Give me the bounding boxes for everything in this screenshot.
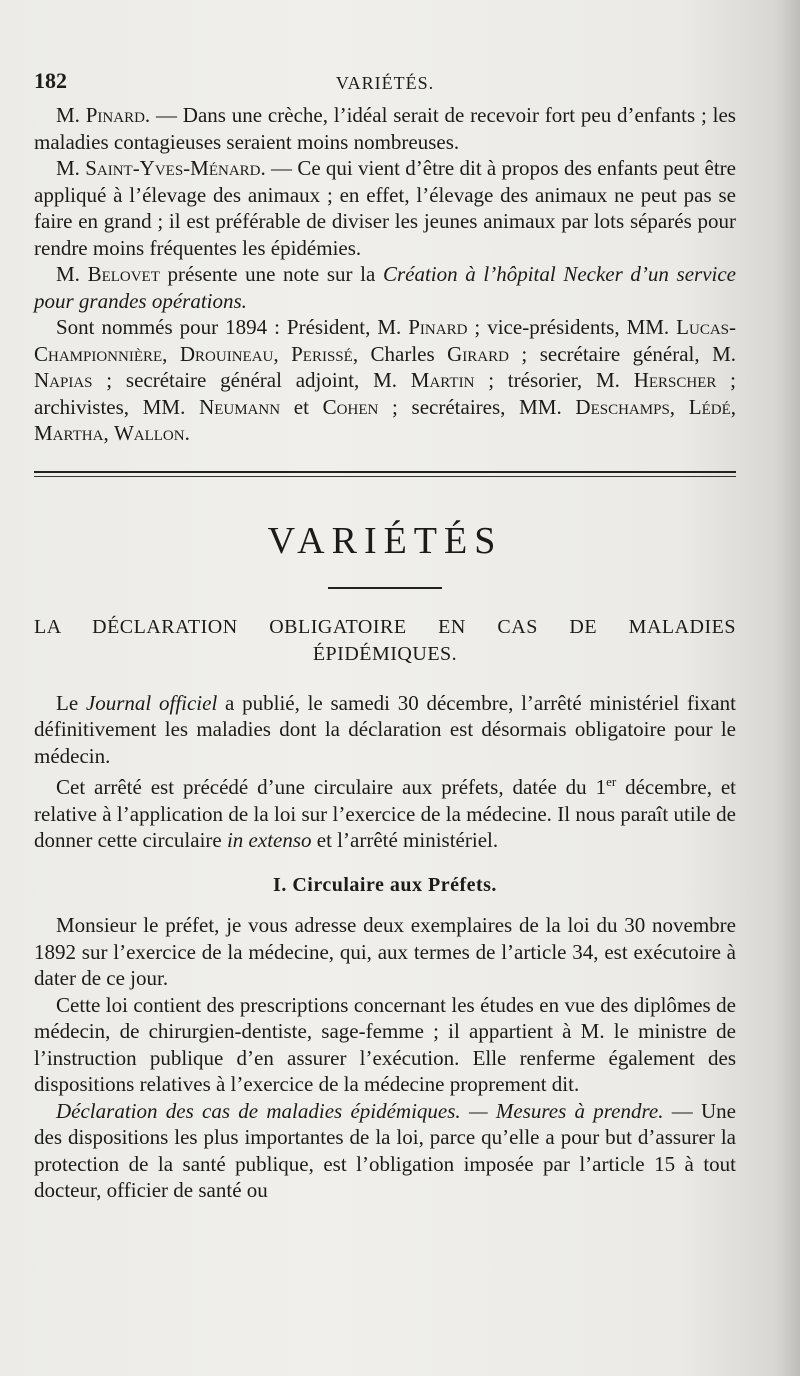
paragraph-pinard: M. Pinard. — Dans une crèche, l’idéal serait de recevoir fort peu d’enfants ; les maladies contagieuses seraient moins nombreuses. — [34, 103, 736, 154]
page-content — [34, 68, 736, 1204]
body-paragraph-3: Déclaration des cas de maladies épidémiques. — Mesures à prendre. — Une des dispositions les plus importantes de la loi, parce qu’elle a pour but d’assurer la protection de la santé publique, est l’obligation imposée par l’article 15 à tout docteur, officier de santé ou — [34, 1098, 736, 1202]
page-number: 182 — [34, 68, 67, 93]
title-rule — [328, 587, 442, 589]
running-head: VARIÉTÉS. — [335, 73, 435, 93]
paragraph-belovet: M. Belovet présente une note sur la Création à l’hôpital Necker d’un service pour grandes opérations. — [34, 262, 736, 313]
article-title: LA DÉCLARATION OBLIGATOIRE EN CAS DE MALADIES ÉPIDÉMIQUES. — [34, 615, 736, 665]
speaker-name: M. Pinard. — [56, 103, 151, 127]
section-title: VARIÉTÉS — [267, 519, 503, 562]
body-paragraph-2: Cette loi contient des prescriptions concernant les études en vue des diplômes de médecin, de chirurgien-dentiste, sage-femme ; il appartient à M. le ministre de l’instruction publique d’en assurer l’exécution. Elle renferme également des dispositions relatives à l’exercice de la médecine proprement dit. — [34, 992, 736, 1096]
speaker-name: M. Saint-Yves-Ménard. — [56, 156, 266, 180]
page-header — [34, 68, 736, 102]
section-divider — [34, 471, 736, 477]
belovet-note-title: Création à l’hôpital Necker d’un service pour grandes opérations. — [34, 262, 736, 313]
intro-paragraph-1: Le Journal officiel a publié, le samedi 30 décembre, l’arrêté ministériel fixant définitivement les maladies dont la déclaration est désormais obligatoire pour le médecin. — [34, 690, 736, 768]
intro-paragraph-2: Cet arrêté est précédé d’une circulaire aux préfets, datée du 1er décembre, et relative à l’application de la loi sur l’exercice de la médecine. Il nous paraît utile de donner cette circulaire in extenso et l’arrêté ministériel. — [34, 774, 736, 852]
subsection-heading: I. Circulaire aux Préfets. — [273, 873, 497, 896]
paragraph-saint-yves-menard: M. Saint-Yves-Ménard. — Ce qui vient d’être dit à propos des enfants peut être appliqué à l’élevage des animaux ; en effet, l’élevage des animaux ne peut pas se faire en grand ; il est préférable de diviser les jeunes animaux par lots séparés pour rendre moins fréquentes les épidémies. — [34, 156, 736, 260]
body-paragraph-1: Monsieur le préfet, je vous adresse deux exemplaires de la loi du 30 novembre 1892 sur l’exercice de la médecine, qui, aux termes de l’article 34, est exécutoire à dater de ce jour. — [34, 913, 736, 990]
paragraph-nominations: Sont nommés pour 1894 : Président, M. Pinard ; vice-présidents, MM. Lucas-Championnière, Drouineau, Perissé, Charles Girard ; secrétaire général, M. Napias ; secrétaire général adjoint, M. Martin ; trésorier, M. Herscher ; archivistes, MM. Neumann et Cohen ; secrétaires, MM. Deschamps, Lédé, Martha, Wallon. — [34, 315, 737, 445]
